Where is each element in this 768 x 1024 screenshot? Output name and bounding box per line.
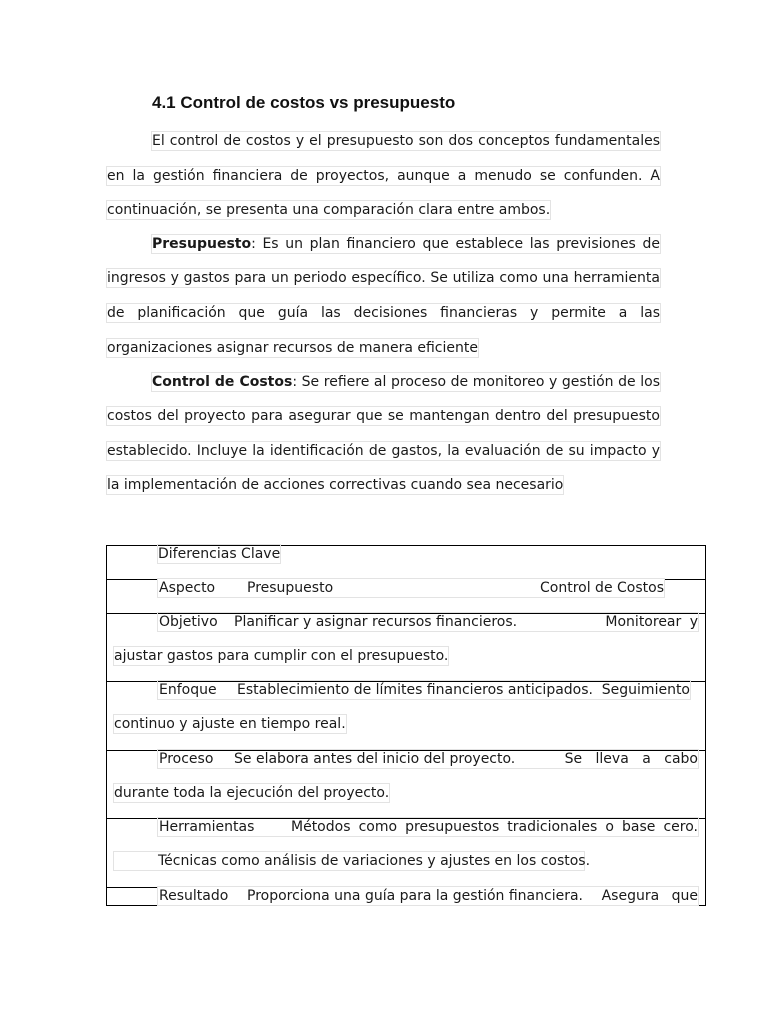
cell-continuation: ajustar gastos para cumplir con el presupuesto. [114, 648, 449, 664]
section-title: 4.1 Control de costos vs presupuesto [152, 93, 456, 112]
presupuesto-text-1: : Es un plan financiero que establece las previsiones de [251, 236, 660, 252]
intro-line-3: continuación, se presenta una comparación clara entre ambos. [107, 202, 551, 218]
presupuesto-line-3: de planificación que guía las decisiones financieras y permite a las [107, 305, 660, 321]
control-term: Control de Costos [152, 374, 293, 390]
table-row [158, 750, 698, 768]
control-text-1: : Se refiere al proceso de monitoreo y gestión de los [292, 374, 660, 390]
presupuesto-term: Presupuesto [152, 236, 252, 252]
cell-presupuesto: Métodos como presupuestos tradicionales o base cero. [291, 819, 698, 835]
cell-control: Monitorear y [605, 614, 698, 630]
header-aspecto: Aspecto [159, 580, 216, 596]
cell-continuation: durante toda la ejecución del proyecto. [114, 785, 390, 801]
cell-aspecto: Herramientas [159, 819, 255, 835]
table-row [158, 887, 698, 905]
presupuesto-line-2: ingresos y gastos para un periodo específico. Se utiliza como una herramienta [107, 270, 660, 286]
table-row [158, 681, 690, 699]
cell-continuation: continuo y ajuste en tiempo real. [114, 716, 346, 732]
table-header-row [158, 579, 664, 597]
intro-line-2: en la gestión financiera de proyectos, aunque a menudo se confunden. A [107, 168, 660, 184]
table-row [158, 818, 698, 836]
cell-aspecto: Objetivo [159, 614, 218, 630]
cell-continuation [114, 852, 591, 870]
cell-aspecto: Proceso [159, 751, 214, 767]
cell-presupuesto: Se elabora antes del inicio del proyecto. [234, 751, 516, 767]
cell-control: Asegura que [601, 888, 698, 904]
cell-aspecto: Enfoque [159, 682, 217, 698]
header-presupuesto: Presupuesto [247, 580, 334, 596]
control-line-4: la implementación de acciones correctivas cuando sea necesario [107, 477, 564, 493]
cell-control: Técnicas como análisis de variaciones y ajustes en los costos. [158, 853, 591, 869]
table-rule [106, 887, 158, 888]
table-row [158, 613, 698, 631]
table-rule [664, 579, 706, 580]
cell-control: Se lleva a cabo [564, 751, 698, 767]
cell-control: Seguimiento [601, 682, 690, 698]
control-line-2: costos del proyecto para asegurar que se mantengan dentro del presupuesto [107, 408, 660, 424]
intro-line-1: El control de costos y el presupuesto son dos conceptos fundamentales [152, 133, 660, 149]
presupuesto-line-1 [152, 235, 660, 253]
table-caption: Diferencias Clave [158, 546, 281, 562]
cell-presupuesto: Proporciona una guía para la gestión financiera. [247, 888, 583, 904]
presupuesto-line-4: organizaciones asignar recursos de manera eficiente [107, 340, 478, 356]
control-line-1 [152, 373, 660, 391]
control-line-3: establecido. Incluye la identificación de gastos, la evaluación de su impacto y [107, 443, 660, 459]
cell-presupuesto: Establecimiento de límites financieros anticipados. [237, 682, 593, 698]
cell-presupuesto: Planificar y asignar recursos financieros. [234, 614, 518, 630]
header-control: Control de Costos [540, 580, 664, 596]
cell-aspecto: Resultado [159, 888, 229, 904]
table-rule [106, 579, 158, 580]
